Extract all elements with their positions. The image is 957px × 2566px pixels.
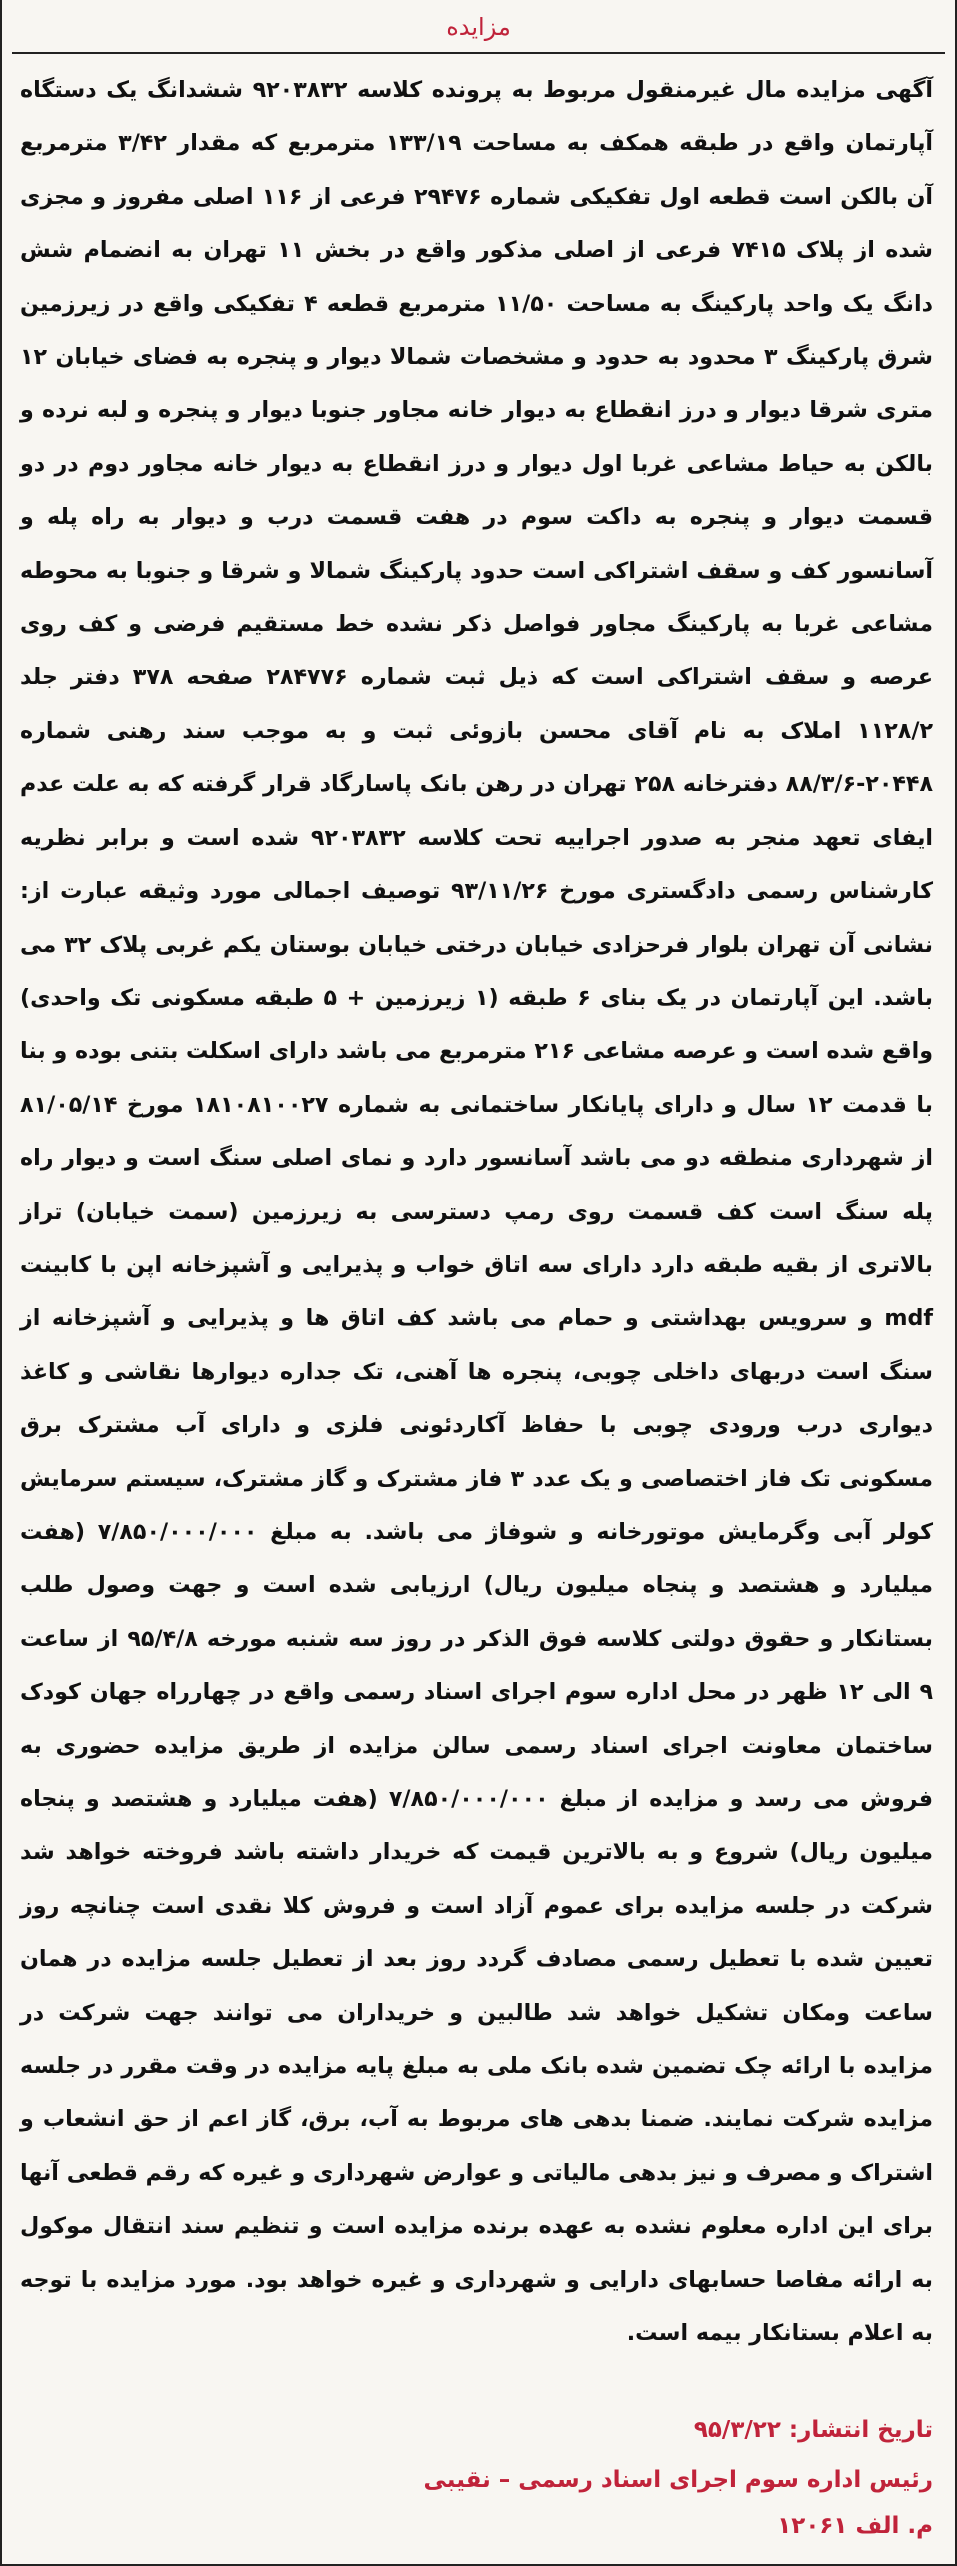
reference-code: م. الف ۱۲۰۶۱: [777, 2513, 933, 2539]
publication-date-label: تاریخ انتشار:: [788, 2417, 933, 2443]
publication-date: [24, 2412, 933, 2448]
notice-title: مزایده: [446, 13, 511, 41]
signature-line: رئیس اداره سوم اجرای اسناد رسمی – نقیبی: [423, 2467, 933, 2493]
header-divider: [12, 52, 945, 54]
publication-date-value: ۹۵/۳/۲۲: [693, 2417, 781, 2443]
notice-body: آگهی مزایده مال غیرمنقول مربوط به پرونده کلاسه ۹۲۰۳۸۳۲ ششدانگ یک دستگاه آپارتمان واقع در طبقه همکف به مساحت ۱۳۳/۱۹ مترمربع که مقدار ۳/۴۲ مترمربع آن بالکن است قطعه اول تفکیکی شماره ۲۹۴۷۶ فرعی از ۱۱۶ اصلی مفروز و مجزی شده از پلاک ۷۴۱۵ فرعی از اصلی مذکور واقع در بخش ۱۱ تهران به انضمام شش دانگ یک واحد پارکینگ به مساحت ۱۱/۵۰ مترمربع قطعه ۴ تفکیکی واقع در زیرزمین شرق پارکینگ ۳ محدود به حدود و مشخصات شمالا دیوار و پنجره به فضای خیابان ۱۲ متری شرقا دیوار و درز انقطاع به دیوار خانه مجاور جنوبا دیوار و پنجره و لبه نرده و بالکن به حیاط مشاعی غربا اول دیوار و درز انقطاع به دیوار خانه مجاور دوم در دو قسمت دیوار و پنجره به داکت سوم در هفت قسمت درب و دیوار به راه پله و آسانسور کف و سقف اشتراکی است حدود پارکینگ شمالا و شرقا و جنوبا به محوطه مشاعی غربا به پارکینگ مجاور فواصل ذکر نشده خط مستقیم فرضی و کف روی عرصه و سقف اشتراکی است که ذیل ثبت شماره ۲۸۴۷۷۶ صفحه ۳۷۸ دفتر جلد ۱۱۲۸/۲ املاک به نام آقای محسن بازوئی ثبت و به موجب سند رهنی شماره ۲۰۴۴۸-۸۸/۳/۶ دفترخانه ۲۵۸ تهران در رهن بانک پاسارگاد قرار گرفته که به علت عدم ایفای تعهد منجر به صدور اجراییه تحت کلاسه ۹۲۰۳۸۳۲ شده است و برابر نظریه کارشناس رسمی دادگستری مورخ ۹۳/۱۱/۲۶ توصیف اجمالی مورد وثیقه عبارت از: نشانی آن تهران بلوار فرحزادی خیابان درختی خیابان بوستان یکم غربی پلاک ۳۲ می باشد. این آپارتمان در یک بنای ۶ طبقه (۱ زیرزمین + ۵ طبقه مسکونی تک واحدی) واقع شده است و عرصه مشاعی ۲۱۶ مترمربع می باشد دارای اسکلت بتنی بوده و بنا با قدمت ۱۲ سال و دارای پایانکار ساختمانی به شماره ۱۸۱۰۸۱۰۰۲۷ مورخ ۸۱/۰۵/۱۴ از شهرداری منطقه دو می باشد آسانسور دارد و نمای اصلی سنگ است و دیوار راه پله سنگ است کف قسمت روی رمپ دسترسی به زیرزمین (سمت خیابان) تراز بالاتری از بقیه طبقه دارد دارای سه اتاق خواب و پذیرایی و آشپزخانه اپن با کابینت mdf و سرویس بهداشتی و حمام می باشد کف اتاق ها و پذیرایی و آشپزخانه از سنگ است دربهای داخلی چوبی، پنجره ها آهنی، تک جداره دیوارها نقاشی و کاغذ دیواری درب ورودی چوبی با حفاظ آکاردئونی فلزی و دارای آب مشترک برق مسکونی تک فاز اختصاصی و یک عدد ۳ فاز مشترک و گاز مشترک، سیستم سرمایش کولر آبی وگرمایش موتورخانه و شوفاژ می باشد. به مبلغ ۷/۸۵۰/۰۰۰/۰۰۰ (هفت میلیارد و هشتصد و پنجاه میلیون ریال) ارزیابی شده است و جهت وصول طلب بستانکار و حقوق دولتی کلاسه فوق الذکر در روز سه شنبه مورخه ۹۵/۴/۸ از ساعت ۹ الی ۱۲ ظهر در محل اداره سوم اجرای اسناد رسمی واقع در چهارراه جهان کودک ساختمان معاونت اجرای اسناد رسمی سالن مزایده از طریق مزایده حضوری به فروش می رسد و مزایده از مبلغ ۷/۸۵۰/۰۰۰/۰۰۰ (هفت میلیارد و هشتصد و پنجاه میلیون ریال) شروع و به بالاترین قیمت که خریدار داشته باشد فروخته خواهد شد شرکت در جلسه مزایده برای عموم آزاد است و فروش کلا نقدی است چنانچه روز تعیین شده با تعطیل رسمی مصادف گردد روز بعد از تعطیل جلسه مزایده در همان ساعت ومکان تشکیل خواهد شد طالبین و خریداران می توانند جهت شرکت در مزایده با ارائه چک تضمین شده بانک ملی به مبلغ پایه مزایده در وقت مقرر در جلسه مزایده شرکت نمایند. ضمنا بدهی های مربوط به آب، برق، گاز اعم از حق انشعاب و اشتراک و مصرف و نیز بدهی مالیاتی و عوارض شهرداری و غیره که رقم قطعی آنها برای این اداره معلوم نشده به عهده برنده مزایده است و تنظیم سند انتقال موکول به ارائه مفاصا حسابهای دارایی و شهرداری و غیره خواهد بود. مورد مزایده با توجه به اعلام بستانکار بیمه است.: [20, 77, 934, 2347]
